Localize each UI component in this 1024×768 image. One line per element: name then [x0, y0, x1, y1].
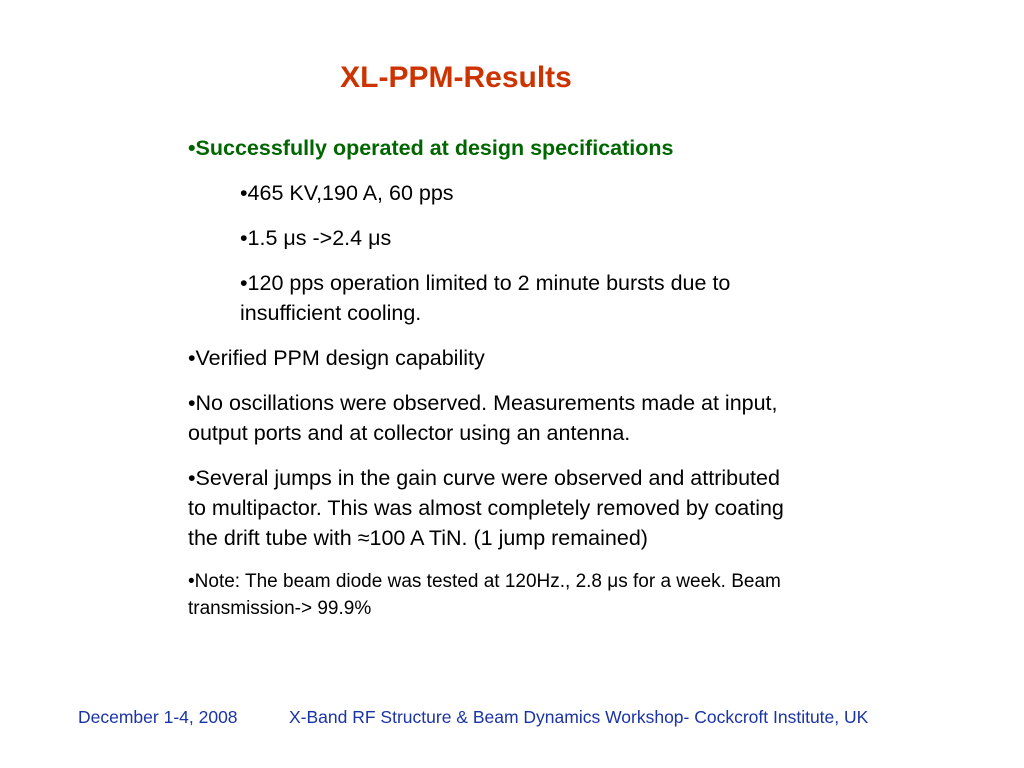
slide-title: XL-PPM-Results [340, 61, 572, 94]
sub-bullet-cooling: •120 pps operation limited to 2 minute bursts due to insufficient cooling. [240, 271, 731, 325]
bullet-ppm-capability: •Verified PPM design capability [188, 346, 485, 370]
bullet-note: •Note: The beam diode was tested at 120Hz., 2.8 μs for a week. Beam transmission-> 99.9% [188, 571, 781, 619]
bullet-heading: •Successfully operated at design specifications [188, 136, 674, 160]
footer-event: X-Band RF Structure & Beam Dynamics Workshop- Cockcroft Institute, UK [289, 707, 869, 727]
bullet-list [188, 133, 788, 637]
footer-date: December 1-4, 2008 [78, 707, 238, 727]
sub-bullet-pulse-width: •1.5 μs ->2.4 μs [240, 226, 392, 250]
slide-footer [0, 703, 1024, 731]
bullet-multipactor: •Several jumps in the gain curve were observed and attributed to multipactor. This was almost completely removed by coating the drift tube with ≈100 A TiN. (1 jump remained) [188, 466, 784, 550]
sub-bullet-specs: •465 KV,190 A, 60 pps [240, 181, 454, 205]
bullet-oscillations: •No oscillations were observed. Measurements made at input, output ports and at collector using an antenna. [188, 391, 778, 445]
